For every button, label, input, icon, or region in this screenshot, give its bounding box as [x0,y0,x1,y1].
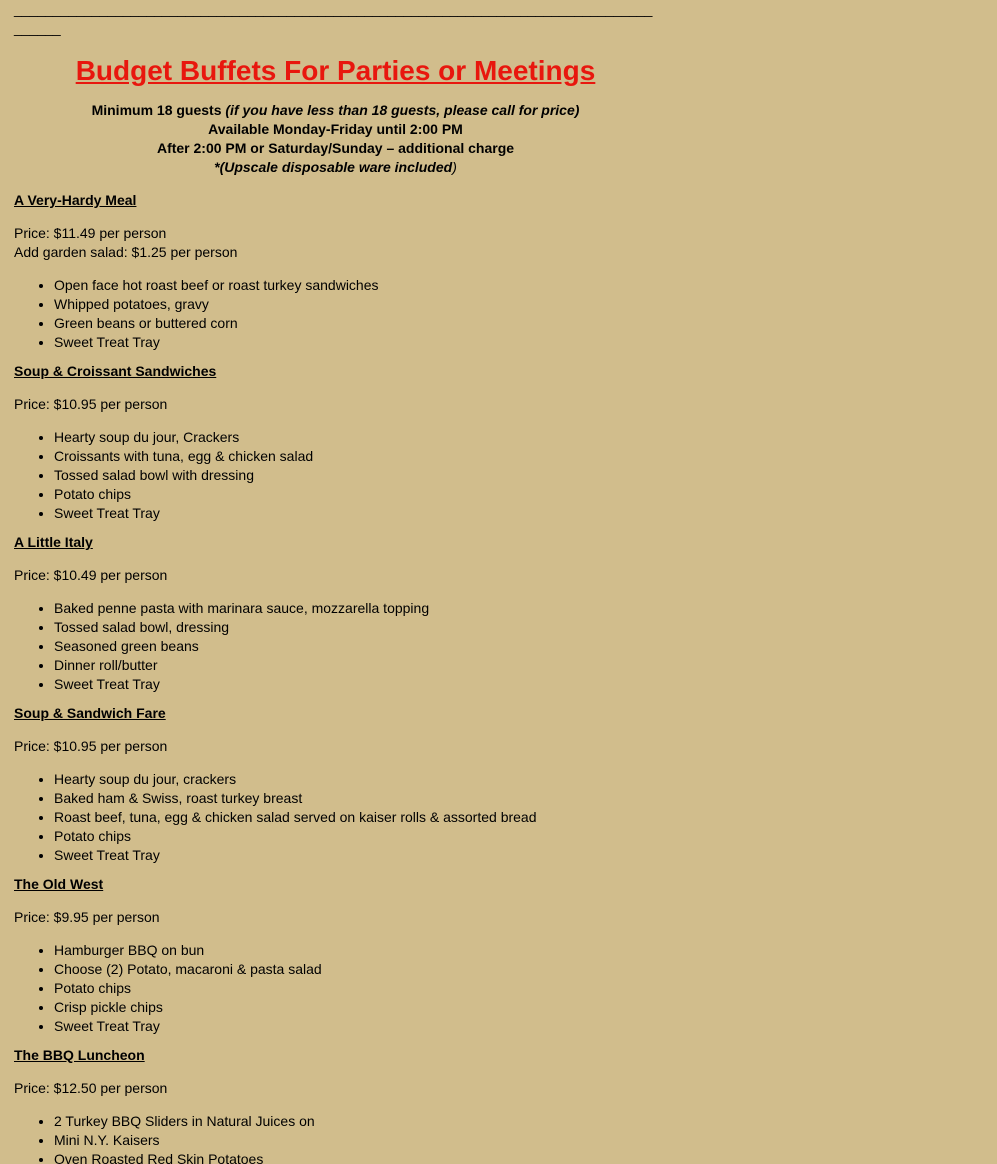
intro-line-minimum [14,101,657,120]
list-item: • 2 Turkey BBQ Sliders in Natural Juices on [54,1112,654,1131]
minimum-guests-text: Minimum 18 guests [91,102,226,118]
list-item: • Mini N.Y. Kaisers [54,1131,654,1150]
list-item: • Sweet Treat Tray [54,846,654,865]
list-item: • Sweet Treat Tray [54,333,654,352]
page-content [14,0,654,1164]
list-item: • Baked ham & Swiss, roast turkey breast [54,789,654,808]
section-price: Price: $10.95 per person [14,396,168,412]
section-title: A Very-Hardy Meal [14,192,137,208]
menu-section [14,362,654,523]
list-item: • Croissants with tuna, egg & chicken salad [54,447,654,466]
section-price: Price: $12.50 per person [14,1080,168,1096]
section-price: Price: $10.95 per person [14,738,168,754]
title-link[interactable]: Budget Buffets For Parties or Meetings [75,55,596,86]
intro-block [14,101,657,177]
section-item-list [14,941,654,1036]
section-price: Price: $9.95 per person [14,909,160,925]
list-item: • Potato chips [54,485,654,504]
list-item: • Whipped potatoes, gravy [54,295,654,314]
menu-section [14,191,654,352]
list-item: • Crisp pickle chips [54,998,654,1017]
section-extra-price: Add garden salad: $1.25 per person [14,244,238,260]
section-title: Soup & Croissant Sandwiches [14,363,217,379]
list-item: • Green beans or buttered corn [54,314,654,333]
list-item: • Choose (2) Potato, macaroni & pasta salad [54,960,654,979]
disposable-ware-note: *(Upscale disposable ware included) [214,159,457,175]
list-item: • Tossed salad bowl with dressing [54,466,654,485]
call-for-price-note: (if you have less than 18 guests, please call for price) [225,102,580,118]
menu-section [14,533,654,694]
section-item-list [14,599,654,694]
section-item-list [14,276,654,352]
section-item-list [14,1112,654,1164]
section-item-list [14,428,654,523]
menu-sections [14,191,654,1164]
section-item-list [14,770,654,865]
section-price: Price: $11.49 per person [14,225,167,241]
list-item: • Tossed salad bowl, dressing [54,618,654,637]
list-item: • Baked penne pasta with marinara sauce, mozzarella topping [54,599,654,618]
list-item: • Hamburger BBQ on bun [54,941,654,960]
list-item: • Dinner roll/butter [54,656,654,675]
list-item: • Seasoned green beans [54,637,654,656]
menu-section [14,875,654,1036]
horizontal-rule-text: ________________________________________________________________________________________ [14,1,653,36]
list-item: • Potato chips [54,979,654,998]
section-title: A Little Italy [14,534,93,550]
list-item: • Sweet Treat Tray [54,1017,654,1036]
list-item: • Hearty soup du jour, Crackers [54,428,654,447]
section-title: The BBQ Luncheon [14,1047,145,1063]
menu-section [14,704,654,865]
list-item: • Oven Roasted Red Skin Potatoes [54,1150,654,1164]
list-item: • Sweet Treat Tray [54,504,654,523]
list-item: • Hearty soup du jour, crackers [54,770,654,789]
list-item: • Roast beef, tuna, egg & chicken salad served on kaiser rolls & assorted bread [54,808,654,827]
list-item: • Sweet Treat Tray [54,675,654,694]
section-price: Price: $10.49 per person [14,567,168,583]
menu-section [14,1046,654,1164]
section-title: Soup & Sandwich Fare [14,705,166,721]
list-item: • Potato chips [54,827,654,846]
additional-charge-text: After 2:00 PM or Saturday/Sunday – additional charge [156,140,515,156]
list-item: • Open face hot roast beef or roast turkey sandwiches [54,276,654,295]
page-title [14,52,657,90]
availability-text: Available Monday-Friday until 2:00 PM [208,121,463,137]
section-title: The Old West [14,876,104,892]
